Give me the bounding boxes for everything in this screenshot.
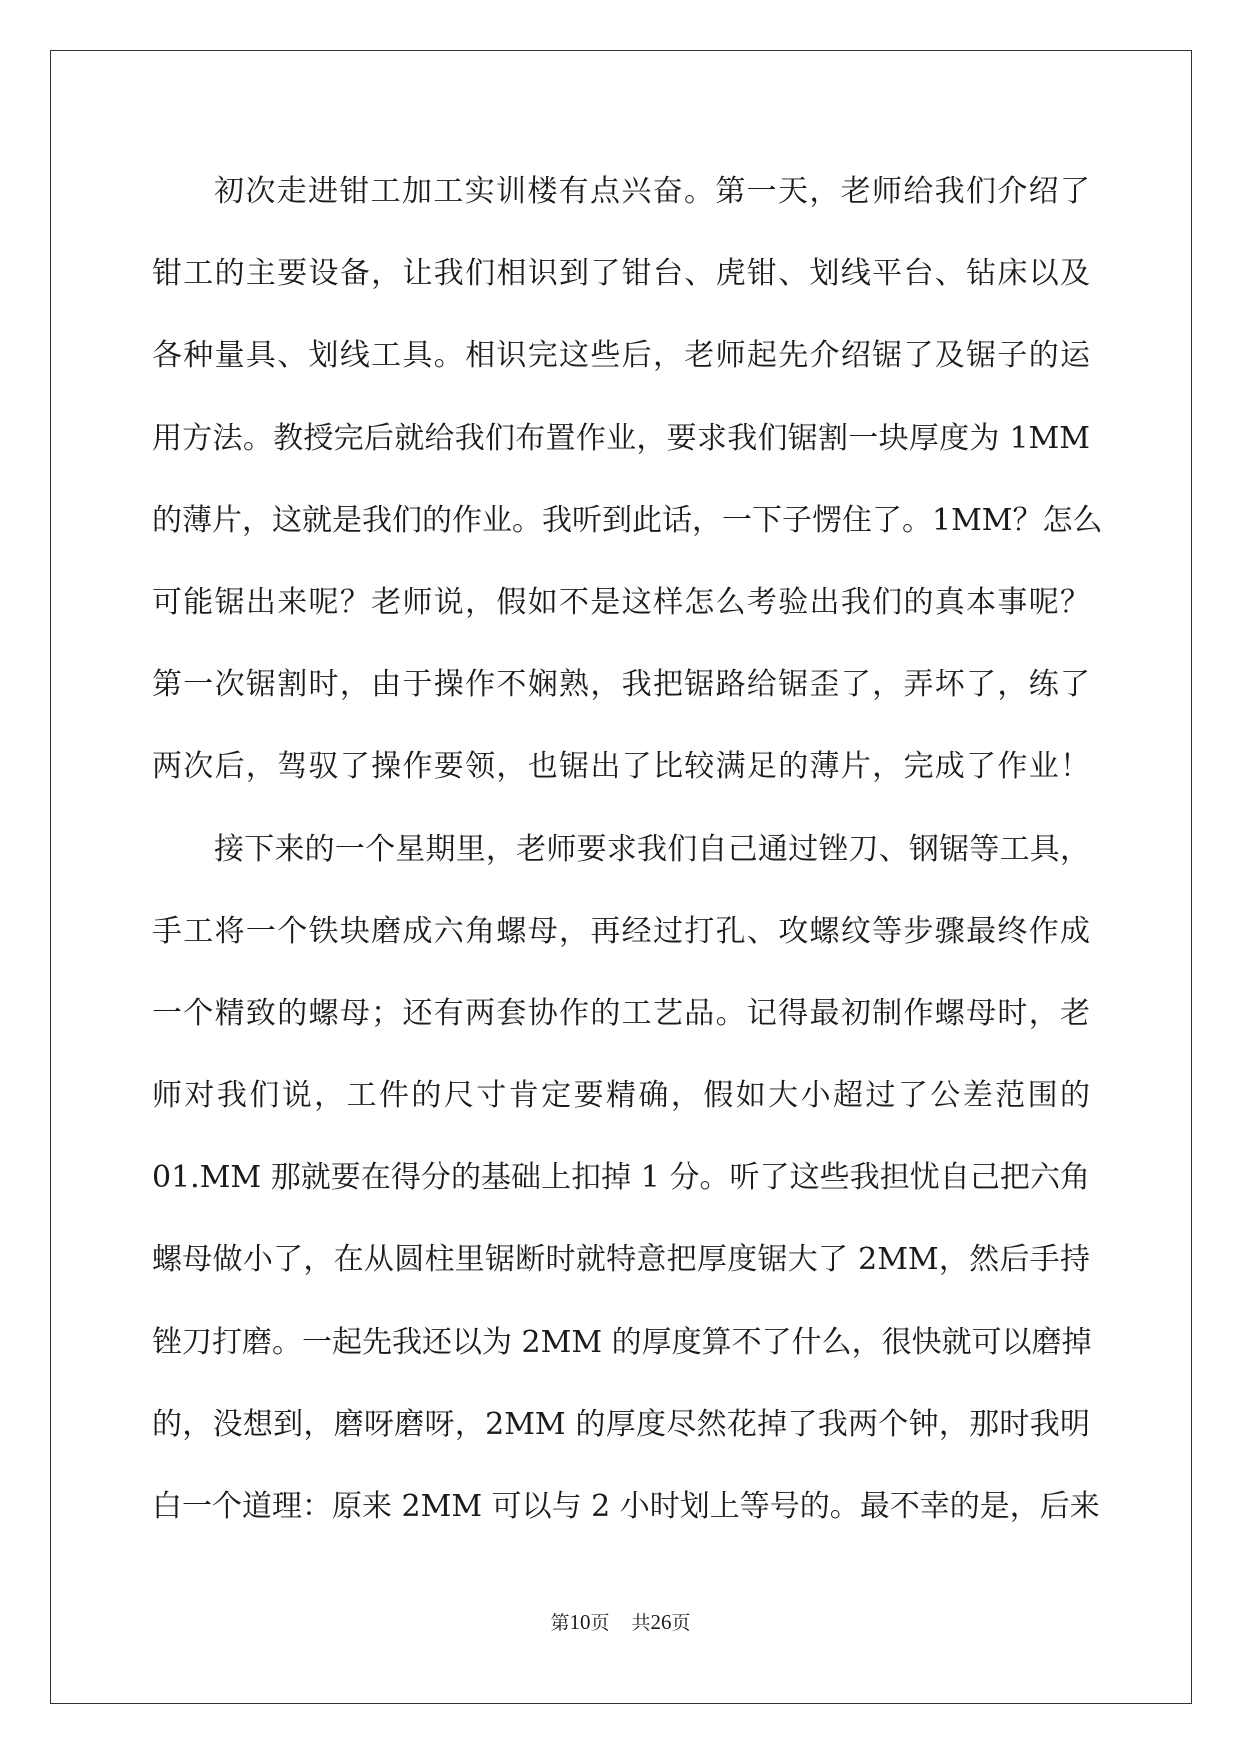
paragraph-1-line-6: 可能锯出来呢？老师说，假如不是这样怎么考验出我们的真本事呢？ [152,584,1090,620]
paragraph-2-line-8: 的，没想到，磨呀磨呀，2MM 的厚度尽然花掉了我两个钟，那时我明 [152,1406,1090,1442]
total-suffix: 页 [671,1612,691,1634]
paragraph-1-line-5: 的薄片，这就是我们的作业。我听到此话，一下子愣住了。1MM？怎么 [152,502,1103,538]
paragraph-1-line-7: 第一次锯割时，由于操作不娴熟，我把锯路给锯歪了，弄坏了，练了 [152,667,1090,703]
paragraph-2-line-4: 师对我们说，工件的尺寸肯定要精确，假如大小超过了公差范围的 [152,1078,1090,1114]
total-pages: 26 [650,1610,672,1634]
paragraph-1-line-8: 两次后，驾驭了操作要领，也锯出了比较满足的薄片，完成了作业！ [152,749,1090,785]
page-prefix: 第 [550,1612,570,1634]
paragraph-1-line-1: 初次走进钳工加工实训楼有点兴奋。第一天，老师给我们介绍了 [214,174,1090,209]
page-suffix: 页 [590,1612,610,1634]
paragraph-2-line-5: 01.MM 那就要在得分的基础上扣掉 1 分。听了这些我担忧自己把六角 [152,1160,1090,1196]
paragraph-1-line-2: 钳工的主要设备，让我们相识到了钳台、虎钳、划线平台、钻床以及 [152,256,1090,292]
paragraph-1-line-4: 用方法。教授完后就给我们布置作业，要求我们锯割一块厚度为 1MM [152,420,1090,456]
paragraph-2-line-2: 手工将一个铁块磨成六角螺母，再经过打孔、攻螺纹等步骤最终作成 [152,913,1090,949]
body-text [152,151,1103,1548]
paragraph-2-line-3: 一个精致的螺母；还有两套协作的工艺品。记得最初制作螺母时，老 [152,995,1090,1031]
paragraph-1-line-3: 各种量具、划线工具。相识完这些后，老师起先介绍锯了及锯子的运 [152,338,1090,374]
paragraph-2-line-9: 白一个道理：原来 2MM 可以与 2 小时划上等号的。最不幸的是，后来 [152,1489,1100,1524]
total-prefix: 共 [631,1612,651,1634]
paragraph-2-line-6: 螺母做小了，在从圆柱里锯断时就特意把厚度锯大了 2MM，然后手持 [152,1242,1090,1278]
paragraph-2-line-1: 接下来的一个星期里，老师要求我们自己通过锉刀、钢锯等工具， [214,831,1090,867]
page-number: 10 [569,1610,591,1634]
paragraph-2-line-7: 锉刀打磨。一起先我还以为 2MM 的厚度算不了什么，很快就可以磨掉 [152,1324,1092,1360]
page-footer [0,1610,1241,1635]
